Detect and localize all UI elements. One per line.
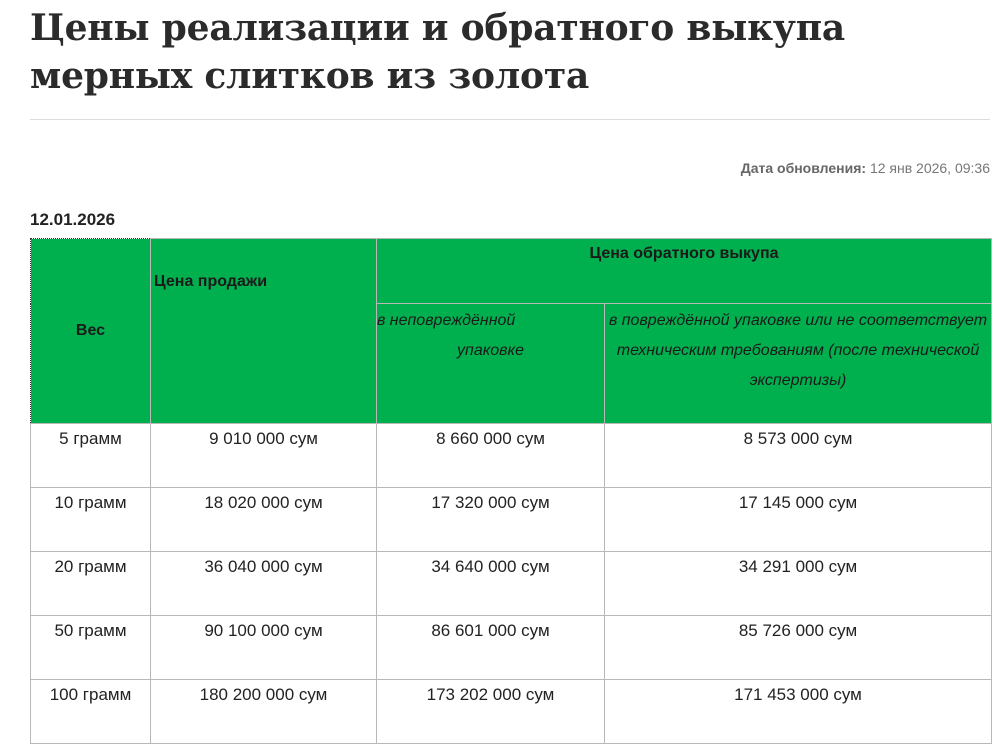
table-row <box>31 424 992 488</box>
cell-buyback-damaged: 171 453 000 сум <box>605 680 992 744</box>
cell-sale-price: 36 040 000 сум <box>151 552 377 616</box>
update-value: 12 янв 2026, 09:36 <box>869 160 990 176</box>
header-buyback-price: Цена обратного выкупа <box>377 239 992 304</box>
table-row <box>31 552 992 616</box>
cell-buyback-intact: 173 202 000 сум <box>377 680 605 744</box>
cell-buyback-intact: 86 601 000 сум <box>377 616 605 680</box>
cell-buyback-intact: 17 320 000 сум <box>377 488 605 552</box>
header-intact-line2: упаковке <box>457 342 524 359</box>
cell-buyback-intact: 8 660 000 сум <box>377 424 605 488</box>
page-title: Цены реализации и обратного выкупа мерных слитков из золота <box>30 7 846 97</box>
cell-sale-price: 90 100 000 сум <box>151 616 377 680</box>
cell-sale-price: 9 010 000 сум <box>151 424 377 488</box>
cell-weight: 20 грамм <box>31 552 151 616</box>
cell-buyback-damaged: 17 145 000 сум <box>605 488 992 552</box>
header-intact-line1: в неповреждённой <box>377 312 516 329</box>
cell-buyback-damaged: 85 726 000 сум <box>605 616 992 680</box>
table-row <box>31 680 992 744</box>
cell-weight: 100 грамм <box>31 680 151 744</box>
cell-buyback-damaged: 34 291 000 сум <box>605 552 992 616</box>
header-weight: Вес <box>31 239 151 424</box>
update-info <box>741 160 990 176</box>
header-intact-packaging <box>377 304 605 424</box>
cell-weight: 50 грамм <box>31 616 151 680</box>
cell-buyback-damaged: 8 573 000 сум <box>605 424 992 488</box>
cell-sale-price: 18 020 000 сум <box>151 488 377 552</box>
table-row <box>31 616 992 680</box>
cell-buyback-intact: 34 640 000 сум <box>377 552 605 616</box>
cell-weight: 10 грамм <box>31 488 151 552</box>
price-table <box>30 238 992 744</box>
header-damaged-packaging: в повреждённой упаковке или не соответствует техническим требованиям (после технической экспертизы) <box>605 304 992 424</box>
table-row <box>31 488 992 552</box>
title-divider <box>30 119 990 120</box>
cell-sale-price: 180 200 000 сум <box>151 680 377 744</box>
header-sale-price: Цена продажи <box>151 239 377 424</box>
update-label: Дата обновления: <box>740 160 867 176</box>
cell-weight: 5 грамм <box>31 424 151 488</box>
table-date: 12.01.2026 <box>30 210 116 229</box>
